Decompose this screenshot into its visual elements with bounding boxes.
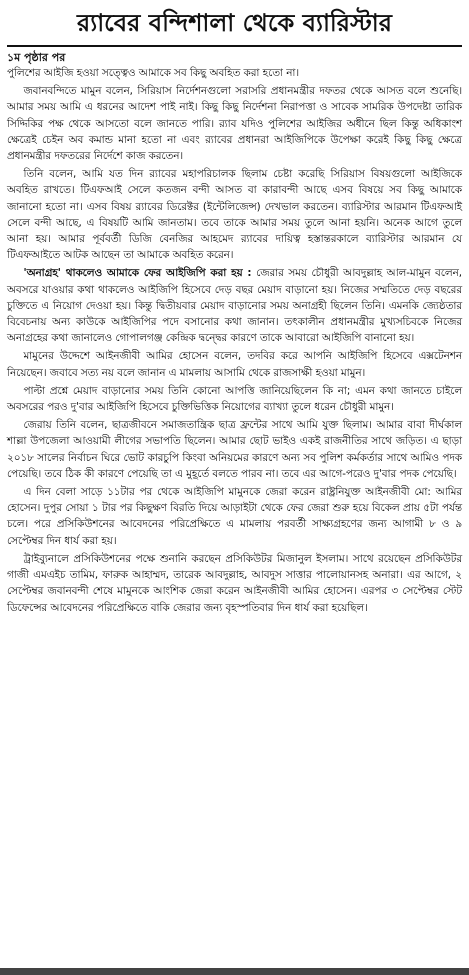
paragraph-6: পাল্টা প্রশ্নে মেয়াদ বাড়ানোর সময় তিনি কোনো আপত্তি জানিয়েছিলেন কি না; এমন কথা জানতে চাইলে অবসরের পরও দু'বার আইজিপি হিসেবে চুক্তিভিত্তিক নিয়োগের ব্যাখ্যা তুলে ধরেন চৌধুরী মামুন।	[7, 384, 462, 414]
paragraph-1: পুলিশের আইজি হওয়া সত্ত্বেও আমাকে সব কিছু অবহিত করা হতো না।	[7, 67, 300, 79]
paragraph-5: মামুনের উদ্দেশে আইনজীবী আমির হোসেন বলেন, তদবির করে আপনি আইজিপি হিসেবে এক্সটেনশন নিয়েছেন। জবাবে সত্য নয় বলে জানান এ মামলায় আসামি থেকে রাজসাক্ষী হওয়া মামুন।	[7, 350, 462, 379]
continuation-label: ১ম পৃষ্ঠার পর	[7, 51, 66, 64]
headline-divider	[7, 45, 462, 47]
paragraph-8: এ দিন বেলা সাড়ে ১১টার পর থেকে আইজিপি মামুনকে জেরা করেন রাষ্ট্রনিযুক্ত আইনজীবী মো: আমির হোসেন। দুপুর সোয়া ১ টার পর কিছুক্ষণ বিরতি দিয়ে আড়াইটা থেকে ফের জেরা শুরু হয়ে বিকেল প্রায় ৫টা পর্যন্ত চলে। পরে প্রসিকিউশনের আবেদনের পরিপ্রেক্ষিতে এ মামলায় পরবর্তী সাক্ষ্যগ্রহণের জন্য আগামী ৮ ও ৯ সেপ্টেম্বর দিন ধার্য করা হয়।	[7, 486, 462, 547]
cropped-next-headline	[0, 965, 469, 975]
headline: র‍্যাবের বন্দিশালা থেকে ব্যারিস্টার	[77, 9, 392, 37]
paragraph-3: তিনি বলেন, আমি যত দিন র‍্যাবের মহাপরিচালক ছিলাম চেষ্টা করেছি সিরিয়াস বিষয়গুলো আইজিকে অবহিত রাখতে। টিএফআই সেলে কতজন বন্দী আসত বা কারাবন্দী আছে এসব বিষয়ে সব কিছু আমাকে জানানো হতো না। এসব বিষয় র‍্যাবের ডিরেক্টর (ইন্টেলিজেন্স) দেখভাল করতেন। ব্যারিস্টার আরমান টিএফআই সেলে বন্দী আছে, এ বিষয়টি আমি জানতাম। তবে তাকে আমার সময় তুলে আনা হয়নি। অনেক আগে তুলে আনা হয়। আমার পূর্ববর্তী ডিজি বেনজির আহমেদ র‍্যাবের দায়িত্ব হস্তান্তরকালে ব্যারিস্টার আরমান যে টিএফআইতে আটক আছেন তা আমাকে অবহিত করেন।	[7, 168, 462, 262]
article-body	[7, 65, 462, 616]
subheading: 'অনাগ্রহ' থাকলেও আমাকে ফের আইজিপি করা হয় :	[23, 267, 252, 280]
paragraph-4-text: জেরার সময় চৌধুরী আবদুল্লাহ আল-মামুন বলেন, অবসরে যাওয়ার কথা থাকলেও আইজিপি হিসেবে দেড় বছর মেয়াদ বাড়ানো হয়। নিজের সম্মতিতে দেড় বছরের চুক্তিতে এ নিয়োগ দেওয়া হয়। কিন্তু দ্বিতীয়বার মেয়াদ বাড়ানোর সময় অনাগ্রহী ছিলেন তিনি। এমনকি জ্যেষ্ঠতার বিবেচনায় অন্য কাউকে আইজিপির পদে বসানোর কথা জানান। তৎকালীন প্রধানমন্ত্রীর মুখ্যসচিবকে নিজের অনাগ্রহের কথা জানালেও গোপালগঞ্জ কেন্দ্রিক দ্বন্দ্বের কারণে তাকে আবারো আইজিপি বানানো হয়।	[7, 267, 462, 345]
paragraph-4	[7, 265, 462, 346]
paragraph-9: ট্রাইব্যুনালে প্রসিকিউশনের পক্ষে শুনানি করছেন প্রসিকিউটর মিজানুল ইসলাম। সাথে রয়েছেন প্রসিকিউটর গাজী এমএইচ তামিম, ফারুক আহাম্মদ, তারেক আবদুল্লাহ, আবদুস সাত্তার পালোয়ানসহ অনারা। এর আগে, ২ সেপ্টেম্বর জবানবন্দী শেষে মামুনকে আংশিক জেরা করেন আইনজীবী আমির হোসেন। এরপর ৩ সেপ্টেম্বর স্টেট ডিফেন্সের আবেদনের পরিপ্রেক্ষিতে বাকি জেরার জন্য বৃহস্পতিবার দিন ধার্য করা হয়েছিল।	[7, 552, 462, 614]
paragraph-7: জেরায় তিনি বলেন, ছাত্রজীবনে সমাজতান্ত্রিক ছাত্র ফ্রন্টের সাথে আমি যুক্ত ছিলাম। আমার বাবা দীর্ঘকাল শাল্লা উপজেলা আওয়ামী লীগের সভাপতি ছিলেন। আমার ছোট ভাইও একই রাজনীতির সাথে জড়িত। এ ছাড়া ২০১৮ সালের নির্বাচন ঘিরে ভোট কারচুপি কিংবা অনিয়মের কারণে অন্য সব পুলিশ কর্মকর্তার সাথে আমিও পদক পেয়েছি। তবে ঠিক কী কারণে পেয়েছি তা এ মুহূর্তে বলতে পারব না। তবে এর আগে-পরেও দু'বার পদক পেয়েছি।	[7, 419, 462, 480]
paragraph-2: জবানবন্দিতে মামুন বলেন, সিরিয়াস নির্দেশনগুলো সরাসরি প্রধানমন্ত্রীর দফতর থেকে আসত বলে শুনেছি। আমার সময় আমি এ ধরনের আদেশ পাই নাই। কিছু কিছু নির্দেশনা নিরাপত্তা ও সাবেক সামরিক উপদেষ্টা তারিক সিদ্দিকির পক্ষ থেকে আসতো বলে জানতে পারি। র‍্যাব যদিও পুলিশের আইজির অধীনে ছিল কিন্তু অধিকাংশ ক্ষেত্রেই চেইন অব কমান্ড মানা হতো না এবং র‍্যাবের প্রধানরা আইজিপিকে উপেক্ষা করেই কিছু কিছু ক্ষেত্রে প্রধানমন্ত্রীর দফতরের নির্দেশে কাজ করতেন।	[7, 85, 462, 163]
